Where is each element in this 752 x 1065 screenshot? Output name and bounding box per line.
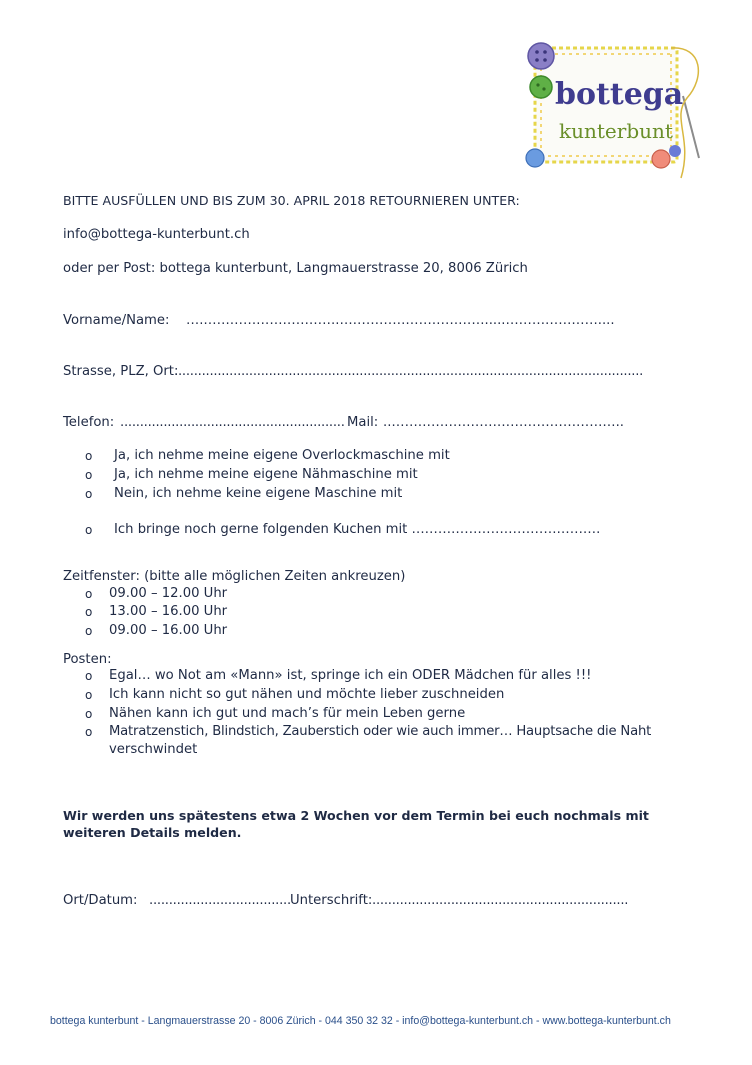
phone-label: Telefon:	[63, 415, 115, 430]
name-field[interactable]: ….………………………….…………………………….....…………………....	[186, 313, 615, 328]
blue-button-icon	[526, 149, 544, 167]
option-sewing-machine[interactable]	[0, 466, 752, 484]
post-cutting[interactable]	[0, 686, 752, 704]
signature-field[interactable]: .................................................................	[372, 893, 629, 908]
option-label: Ja, ich nehme meine eigene Overlockmaschine mit	[114, 448, 450, 463]
pink-button-icon	[652, 150, 670, 168]
posts-label: Posten:	[63, 652, 112, 667]
option-label: Ja, ich nehme meine eigene Nähmaschine mit	[114, 467, 418, 482]
timeslot-morning[interactable]	[0, 585, 752, 603]
logo-kunterbunt-text: kunterbunt	[559, 119, 673, 143]
post-text: Nähen kann ich gut und mach’s für mein Leben gerne	[109, 706, 466, 721]
option-label: Nein, ich nehme keine eigene Maschine mit	[114, 486, 403, 501]
small-blue-button-icon	[669, 145, 681, 157]
timeslot-text: 09.00 – 12.00 Uhr	[109, 586, 228, 601]
instruction-heading: BITTE AUSFÜLLEN UND BIS ZUM 30. APRIL 2018 RETOURNIEREN UNTER:	[63, 193, 520, 208]
timeslot-afternoon[interactable]	[0, 603, 752, 621]
checkbox-bullet[interactable]: o	[85, 605, 93, 619]
timeslot-full-day[interactable]	[0, 622, 752, 640]
checkbox-bullet[interactable]: o	[85, 707, 93, 721]
post-text-continuation: verschwindet	[109, 742, 198, 757]
checkbox-bullet[interactable]: o	[85, 449, 93, 463]
checkbox-bullet[interactable]: o	[85, 688, 93, 702]
option-overlock[interactable]	[0, 447, 752, 465]
checkbox-bullet[interactable]: o	[85, 669, 93, 683]
purple-button-icon	[528, 43, 554, 69]
footer-contact: bottega kunterbunt - Langmauerstrasse 20 - 8006 Zürich - 044 350 32 32 - info@bottega-kunterbunt.ch - www.bottega-kunterbunt.ch	[50, 1015, 671, 1027]
notice-line-2: weiteren Details melden.	[63, 825, 242, 840]
place-date-field[interactable]: ....................................	[149, 893, 291, 908]
option-label: Ich bringe noch gerne folgenden Kuchen mit …………………………………….	[114, 522, 601, 537]
option-cake[interactable]	[0, 521, 752, 539]
checkbox-bullet[interactable]: o	[85, 587, 93, 601]
timeslot-text: 13.00 – 16.00 Uhr	[109, 604, 228, 619]
post-text: Ich kann nicht so gut nähen und möchte lieber zuschneiden	[109, 687, 505, 702]
bottega-kunterbunt-logo	[521, 38, 707, 188]
street-label: Strasse, PLZ, Ort:	[63, 364, 179, 379]
mail-field[interactable]: ..……………………………………………..	[383, 415, 624, 430]
phone-field[interactable]: .........................................................	[120, 415, 345, 430]
checkbox-bullet[interactable]: o	[85, 624, 93, 638]
checkbox-bullet[interactable]: o	[85, 487, 93, 501]
street-field[interactable]: .......................................................................................................................	[174, 364, 644, 379]
checkbox-bullet[interactable]: o	[85, 725, 93, 739]
green-button-icon	[530, 76, 552, 98]
logo-bottega-text: bottega	[555, 77, 684, 112]
checkbox-bullet[interactable]: o	[85, 468, 93, 482]
place-date-label: Ort/Datum:	[63, 893, 138, 908]
signature-label: Unterschrift:	[290, 893, 373, 908]
notice-line-1: Wir werden uns spätestens etwa 2 Wochen vor dem Termin bei euch nochmals mit	[63, 808, 649, 823]
timeslot-text: 09.00 – 16.00 Uhr	[109, 623, 228, 638]
post-stitching[interactable]	[0, 723, 752, 741]
name-label: Vorname/Name:	[63, 313, 170, 328]
contact-email: info@bottega-kunterbunt.ch	[63, 227, 250, 242]
option-no-machine[interactable]	[0, 485, 752, 503]
logo-graphic	[521, 38, 707, 188]
mail-label: Mail:	[347, 415, 379, 430]
post-text: Egal… wo Not am «Mann» ist, springe ich ein ODER Mädchen für alles !!!	[109, 668, 592, 683]
post-sewing[interactable]	[0, 705, 752, 723]
checkbox-bullet[interactable]: o	[85, 523, 93, 537]
post-text: Matratzenstich, Blindstich, Zauberstich oder wie auch immer… Hauptsache die Naht	[109, 724, 652, 739]
post-anything[interactable]	[0, 667, 752, 685]
postal-address: oder per Post: bottega kunterbunt, Langmauerstrasse 20, 8006 Zürich	[63, 261, 528, 276]
timeslot-label: Zeitfenster: (bitte alle möglichen Zeiten ankreuzen)	[63, 569, 406, 584]
